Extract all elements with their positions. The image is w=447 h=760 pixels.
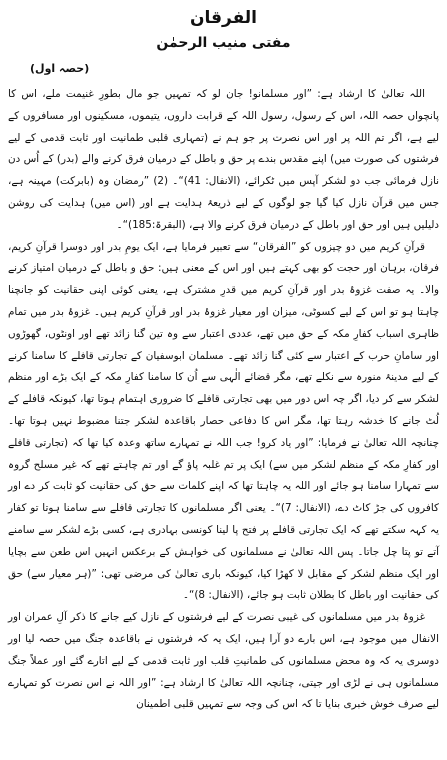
part-row	[8, 56, 439, 82]
paragraph: اللہ تعالیٰ کا ارشاد ہے: ”اور مسلمانو! جان لو کہ تمہیں جو مال بطورِ غنیمت ملے، اس کا پانچواں حصہ اللہ، اس کے رسول، رسول اللہ کے قرابت داروں، یتیموں، مسکینوں اور مسافروں کے لیے ہے، اگر تم اللہ پر اور اس نصرت پر جو ہم نے (تمہاری قلبی طمانیت اور ثابت قدمی کے لیے فرشتوں کی صورت میں) اپنے مقدس بندے پر حق و باطل کے درمیان فرق کرنے والے (بدر) کے اُس دن نازل فرمائی جب دو لشکر آپس میں ٹکرائے، (الانفال: 41)“۔ (2) ”رمضان وہ (بابرکت) مہینہ ہے، جس میں قرآن نازل کیا گیا جو لوگوں کے لیے ذریعۂ ہدایت ہے اور (اس میں) ہدایت کی روشن دلیلیں ہیں اور حق اور باطل کے درمیان فرق کرنے والا ہے، (البقرۃ:185)“۔	[8, 88, 440, 231]
paragraph: غزوۂ بدر میں مسلمانوں کی غیبی نصرت کے لیے فرشتوں کے نازل کیے جانے کا ذکر آلِ عمران اور الانفال میں موجود ہے، اس بارے دو آرا ہیں، ایک یہ کہ فرشتوں نے باقاعدہ جنگ میں حصہ لیا اور دوسری یہ کہ وہ محض مسلمانوں کی طمانیتِ قلب اور ثابت قدمی کے لیے اتارے گئے اور عملاً جنگ مسلمانوں ہی نے لڑی اور جیتی، چنانچہ اللہ تعالیٰ کا ارشاد ہے: ”اور اللہ نے اس نصرت کو تمہارے لیے صرف خوش خبری بنایا تا کہ اس کی وجہ سے تمہیں قلبی اطمینان	[8, 611, 439, 711]
author-name: مفتی منیب الرحمٰن	[156, 35, 291, 51]
paragraph: قرآنِ کریم میں دو چیزوں کو ”الفرقان“ سے تعبیر فرمایا ہے، ایک یومِ بدر اور دوسرا قرآنِ کریم، فرقان، برہان اور حجت کو بھی کہتے ہیں اور اس کے معنی ہیں: حق و باطل کے درمیان امتیاز کرنے والا۔ یہ صفت غزوۂ بدر اور قرآنِ کریم میں قدرِ مشترک ہے، یعنی کوئی اپنی حقانیت کو جانچنا چاہتا ہو تو اس کے لیے کسوٹی، میزان اور معیار غزوۂ بدر اور قرآنِ کریم ہیں۔ غزوۂ بدر میں تمام ظاہری اسباب کفارِ مکہ کے حق میں تھے، عددی اعتبار سے وہ تین گنا زائد تھے اور اونٹوں، گھوڑوں اور سامانِ حرب کے اعتبار سے کئی گنا زائد تھے۔ مسلمان ابوسفیان کے تجارتی قافلے کا سامنا کرنے کے لیے مدینۂ منورہ سے نکلے تھے، مگر قضائے الٰہی سے اُن کا سامنا کفارِ مکہ کے ایک بڑے اور منظم لشکر سے کر دیا، اگر چہ اس دور میں بھی تجارتی قافلے کا ضروری اہتمام ہوتا تھا، کیونکہ قافلے کے لُٹ جانے کا خدشہ رہتا تھا، مگر اس کا دفاعی حصار باقاعدہ لشکر جتنا مضبوط نہیں ہوتا تھا۔ چنانچہ اللہ تعالیٰ نے فرمایا: ”اور یاد کرو! جب اللہ نے تمہارے ساتھ وعدہ کیا تھا کہ (تجارتی قافلے اور کفارِ مکہ کے منظم لشکر میں سے) ایک پر تم غلبہ پاؤ گے اور تم چاہتے تھے کہ غیر مسلح گروہ سے تمہارا سامنا ہو جائے اور اللہ یہ چاہتا تھا کہ اپنے کلمات سے حق کی حقانیت کو ثابت کر دے اور کافروں کی جڑ کاٹ دے، (الانفال: 7)“۔ یعنی اگر مسلمانوں کا تجارتی قافلے سے سامنا ہوتا تو کفار یہ کہہ سکتے تھے کہ ایک تجارتی قافلے پر فتح پا لینا کونسی بہادری ہے، کسی بڑے لشکر سے سامنے آتے تو پتا چل جاتا۔ پس اللہ تعالیٰ نے مسلمانوں کی خواہش کے برعکس انہیں اس طعن سے بچایا اور ایک منظم لشکر کے مقابل لا کھڑا کیا، کیونکہ باری تعالیٰ کی مرضی تھی: ”(ہر معیار سے) حق کی حقانیت اور باطل کا بطلان ثابت ہو جائے، (الانفال: 8)“۔	[8, 240, 439, 602]
article-title: الفرقان	[189, 8, 258, 28]
article-body	[8, 84, 439, 716]
part-label: (حصہ اول)	[30, 62, 90, 75]
